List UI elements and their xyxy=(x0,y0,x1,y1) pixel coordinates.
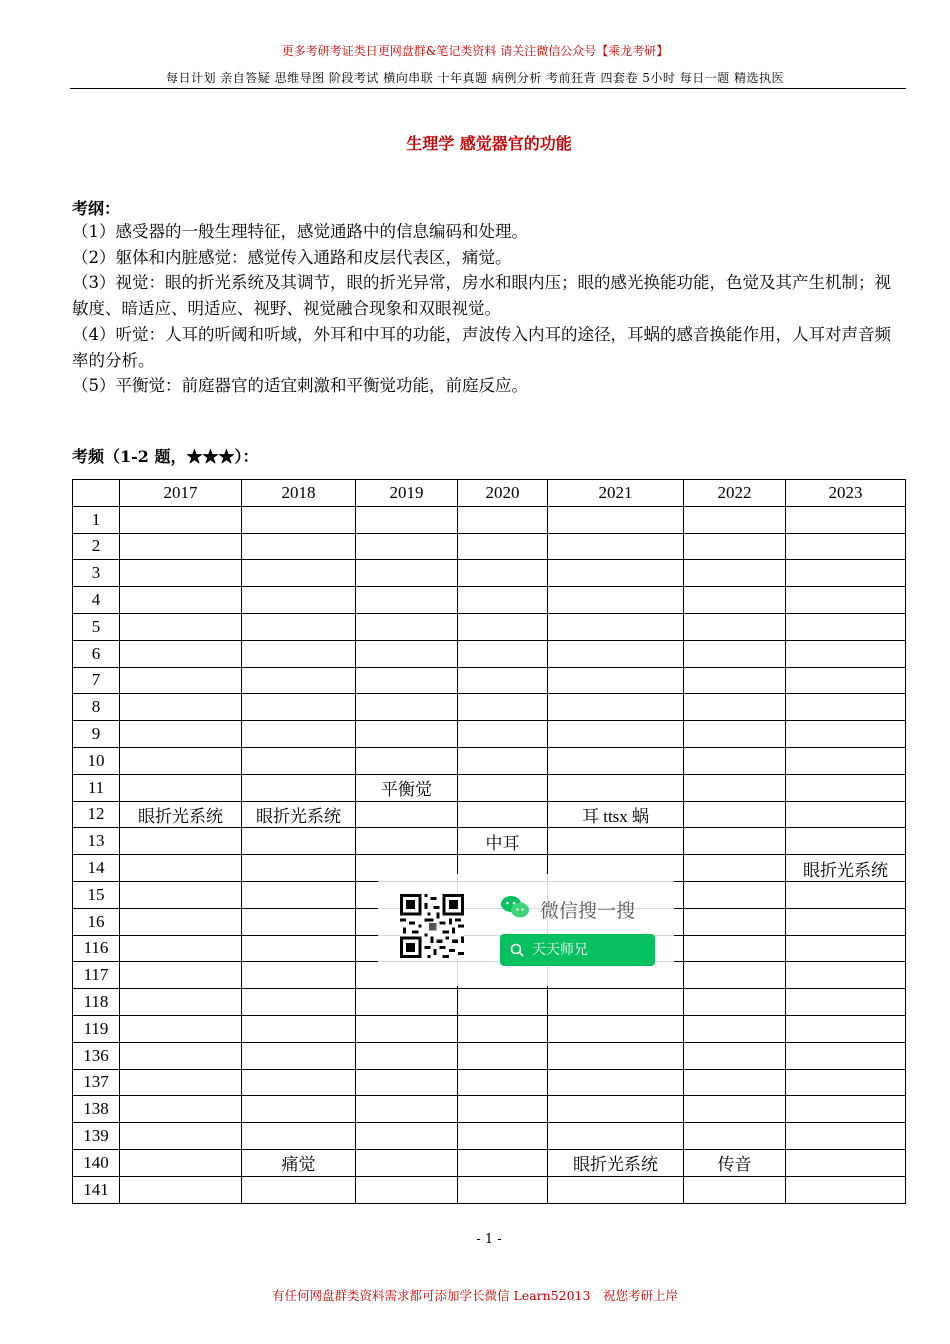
question-number-cell: 4 xyxy=(73,587,120,614)
topic-cell xyxy=(242,1123,356,1150)
topic-cell xyxy=(458,1015,548,1042)
topic-cell xyxy=(684,801,786,828)
topic-cell xyxy=(786,1096,906,1123)
topic-cell xyxy=(242,560,356,587)
frequency-label: 考频（1-2 题，★★★）： xyxy=(72,447,259,466)
year-header: 2017 xyxy=(120,480,242,507)
topic-cell xyxy=(458,989,548,1016)
question-number-cell: 140 xyxy=(73,1149,120,1176)
question-number-cell: 12 xyxy=(73,801,120,828)
header-promo-line: 更多考研考证类日更网盘群&笔记类资料 请关注微信公众号【乘龙考研】 xyxy=(281,44,669,58)
syllabus-item: （3）视觉：眼的折光系统及其调节，眼的折光异常，房水和眼内压；眼的感光换能功能，色觉及其产生机制；视敏度、暗适应、明适应、视野、视觉融合现象和双眼视觉。 xyxy=(72,273,891,319)
topic-cell xyxy=(684,613,786,640)
syllabus-item: （4）听觉：人耳的听阈和听域，外耳和中耳的功能，声波传入内耳的途径，耳蜗的感音换能作用，人耳对声音频率的分析。 xyxy=(72,324,891,370)
topic-cell xyxy=(458,506,548,533)
topic-cell xyxy=(684,747,786,774)
topic-cell xyxy=(458,1176,548,1203)
table-row xyxy=(73,506,906,533)
question-number-cell: 118 xyxy=(73,989,120,1016)
topic-cell xyxy=(786,801,906,828)
topic-cell xyxy=(120,667,242,694)
question-number-cell: 15 xyxy=(73,881,120,908)
topic-cell xyxy=(242,667,356,694)
topic-cell xyxy=(684,989,786,1016)
topic-cell xyxy=(548,721,684,748)
topic-cell xyxy=(786,1015,906,1042)
topic-cell xyxy=(458,1123,548,1150)
syllabus-item: （1）感受器的一般生理特征，感觉通路中的信息编码和处理。 xyxy=(72,222,528,241)
footer-contact-line: 有任何网盘群类资料需求都可添加学长微信 Learn52013 祝您考研上岸 xyxy=(272,1288,678,1303)
topic-cell xyxy=(548,1069,684,1096)
topic-cell xyxy=(242,506,356,533)
topic-cell xyxy=(458,533,548,560)
topic-cell xyxy=(356,1123,458,1150)
table-row xyxy=(73,694,906,721)
topic-cell: 耳 ttsx 蜗 xyxy=(548,801,684,828)
topic-cell xyxy=(120,1123,242,1150)
page-number: - 1 - xyxy=(476,1232,502,1247)
topic-cell xyxy=(356,1015,458,1042)
topic-cell xyxy=(356,1149,458,1176)
topic-cell xyxy=(120,587,242,614)
topic-cell xyxy=(242,935,356,962)
topic-cell xyxy=(684,667,786,694)
topic-cell xyxy=(120,1015,242,1042)
question-number-cell: 6 xyxy=(73,640,120,667)
topic-cell xyxy=(458,1069,548,1096)
table-row xyxy=(73,747,906,774)
topic-cell xyxy=(120,694,242,721)
topic-cell xyxy=(548,560,684,587)
topic-cell xyxy=(356,801,458,828)
topic-cell xyxy=(120,721,242,748)
topic-cell xyxy=(684,1176,786,1203)
wechat-account-name: 天天师兄 xyxy=(532,942,588,958)
topic-cell xyxy=(548,1123,684,1150)
topic-cell xyxy=(242,1096,356,1123)
topic-cell: 眼折光系统 xyxy=(548,1149,684,1176)
table-row xyxy=(73,1176,906,1203)
topic-cell xyxy=(548,640,684,667)
question-number-cell: 2 xyxy=(73,533,120,560)
topic-cell xyxy=(684,1096,786,1123)
topic-cell xyxy=(684,1069,786,1096)
topic-cell xyxy=(458,640,548,667)
table-row xyxy=(73,613,906,640)
header-feature-line: 每日计划 亲自答疑 思维导图 阶段考试 横向串联 十年真题 病例分析 考前狂背 四套卷 5小时 每日一题 精选执医 xyxy=(165,71,785,85)
topic-cell: 眼折光系统 xyxy=(242,801,356,828)
topic-cell xyxy=(786,506,906,533)
topic-cell xyxy=(458,1096,548,1123)
question-number-cell: 5 xyxy=(73,613,120,640)
topic-cell xyxy=(120,1176,242,1203)
topic-cell xyxy=(242,587,356,614)
table-row xyxy=(73,667,906,694)
topic-cell xyxy=(684,560,786,587)
year-header: 2022 xyxy=(684,480,786,507)
topic-cell xyxy=(356,533,458,560)
table-row xyxy=(73,1015,906,1042)
topic-cell xyxy=(356,828,458,855)
table-body xyxy=(73,506,906,1203)
topic-cell xyxy=(684,828,786,855)
topic-cell xyxy=(120,962,242,989)
topic-cell xyxy=(356,506,458,533)
question-number-cell: 14 xyxy=(73,855,120,882)
table-row xyxy=(73,1149,906,1176)
topic-cell xyxy=(548,533,684,560)
topic-cell xyxy=(786,533,906,560)
topic-cell xyxy=(356,1176,458,1203)
header-divider xyxy=(70,88,906,89)
question-number-cell: 117 xyxy=(73,962,120,989)
topic-cell xyxy=(120,1096,242,1123)
topic-cell: 眼折光系统 xyxy=(120,801,242,828)
topic-cell xyxy=(356,721,458,748)
topic-cell xyxy=(120,935,242,962)
topic-cell xyxy=(356,747,458,774)
topic-cell xyxy=(786,828,906,855)
question-number-cell: 139 xyxy=(73,1123,120,1150)
topic-cell xyxy=(356,1042,458,1069)
table-corner-cell xyxy=(73,480,120,507)
topic-cell xyxy=(684,587,786,614)
topic-cell xyxy=(242,613,356,640)
qr-code-icon xyxy=(400,894,464,958)
topic-cell xyxy=(786,747,906,774)
table-row xyxy=(73,1042,906,1069)
topic-cell xyxy=(684,935,786,962)
topic-cell xyxy=(242,721,356,748)
question-number-cell: 16 xyxy=(73,908,120,935)
table-row xyxy=(73,560,906,587)
topic-cell xyxy=(548,613,684,640)
page-title: 生理学 感觉器官的功能 xyxy=(406,134,572,153)
topic-cell xyxy=(356,560,458,587)
topic-cell xyxy=(242,908,356,935)
topic-cell: 平衡觉 xyxy=(356,774,458,801)
year-header: 2018 xyxy=(242,480,356,507)
topic-cell xyxy=(548,1096,684,1123)
topic-cell xyxy=(120,774,242,801)
table-row xyxy=(73,533,906,560)
topic-cell xyxy=(458,1149,548,1176)
table-row xyxy=(73,587,906,614)
topic-cell xyxy=(684,855,786,882)
topic-cell xyxy=(120,747,242,774)
question-number-cell: 9 xyxy=(73,721,120,748)
topic-cell xyxy=(242,855,356,882)
topic-cell xyxy=(120,855,242,882)
topic-cell xyxy=(548,506,684,533)
topic-cell xyxy=(356,613,458,640)
topic-cell xyxy=(242,881,356,908)
topic-cell xyxy=(242,1176,356,1203)
year-header: 2020 xyxy=(458,480,548,507)
question-number-cell: 136 xyxy=(73,1042,120,1069)
topic-cell xyxy=(120,613,242,640)
topic-cell: 传音 xyxy=(684,1149,786,1176)
topic-cell xyxy=(356,667,458,694)
syllabus-list xyxy=(72,219,898,399)
topic-cell: 眼折光系统 xyxy=(786,855,906,882)
question-number-cell: 8 xyxy=(73,694,120,721)
topic-cell xyxy=(548,989,684,1016)
question-number-cell: 11 xyxy=(73,774,120,801)
topic-cell xyxy=(684,881,786,908)
topic-cell xyxy=(684,1123,786,1150)
topic-cell xyxy=(786,1149,906,1176)
search-icon xyxy=(510,943,524,957)
topic-cell xyxy=(120,560,242,587)
topic-cell xyxy=(356,640,458,667)
year-header: 2019 xyxy=(356,480,458,507)
topic-cell xyxy=(356,1096,458,1123)
table-header-row xyxy=(73,480,906,507)
topic-cell xyxy=(458,1042,548,1069)
topic-cell xyxy=(786,935,906,962)
topic-cell xyxy=(242,1069,356,1096)
topic-cell xyxy=(356,694,458,721)
topic-cell xyxy=(458,774,548,801)
topic-cell: 中耳 xyxy=(458,828,548,855)
topic-cell xyxy=(120,828,242,855)
question-number-cell: 10 xyxy=(73,747,120,774)
topic-cell xyxy=(120,881,242,908)
exam-frequency-table xyxy=(72,479,906,1204)
topic-cell xyxy=(242,747,356,774)
topic-cell xyxy=(786,1042,906,1069)
topic-cell xyxy=(356,989,458,1016)
topic-cell xyxy=(786,667,906,694)
topic-cell xyxy=(458,560,548,587)
table-row xyxy=(73,989,906,1016)
topic-cell: 痛觉 xyxy=(242,1149,356,1176)
question-number-cell: 138 xyxy=(73,1096,120,1123)
topic-cell xyxy=(242,694,356,721)
topic-cell xyxy=(786,694,906,721)
topic-cell xyxy=(120,533,242,560)
topic-cell xyxy=(458,801,548,828)
topic-cell xyxy=(786,1069,906,1096)
topic-cell xyxy=(548,774,684,801)
topic-cell xyxy=(458,587,548,614)
topic-cell xyxy=(458,613,548,640)
question-number-cell: 141 xyxy=(73,1176,120,1203)
table-row xyxy=(73,774,906,801)
topic-cell xyxy=(242,640,356,667)
syllabus-label: 考纲： xyxy=(72,199,121,218)
syllabus-item: （2）躯体和内脏感觉：感觉传入通路和皮层代表区，痛觉。 xyxy=(72,247,512,267)
topic-cell xyxy=(242,828,356,855)
topic-cell xyxy=(684,1042,786,1069)
topic-cell xyxy=(458,721,548,748)
topic-cell xyxy=(548,747,684,774)
topic-cell xyxy=(458,694,548,721)
topic-cell xyxy=(242,1042,356,1069)
wechat-account-search-button[interactable] xyxy=(500,934,655,966)
topic-cell xyxy=(548,667,684,694)
topic-cell xyxy=(684,640,786,667)
topic-cell xyxy=(786,613,906,640)
topic-cell xyxy=(684,774,786,801)
topic-cell xyxy=(786,881,906,908)
year-header: 2021 xyxy=(548,480,684,507)
topic-cell xyxy=(120,989,242,1016)
topic-cell xyxy=(548,1015,684,1042)
topic-cell xyxy=(120,1069,242,1096)
wechat-search-label: 微信搜一搜 xyxy=(540,900,636,922)
year-header: 2023 xyxy=(786,480,906,507)
topic-cell xyxy=(548,587,684,614)
topic-cell xyxy=(548,1042,684,1069)
topic-cell xyxy=(786,908,906,935)
topic-cell xyxy=(120,1149,242,1176)
topic-cell xyxy=(548,828,684,855)
topic-cell xyxy=(242,989,356,1016)
wechat-watermark xyxy=(378,874,674,986)
table-row xyxy=(73,640,906,667)
topic-cell xyxy=(242,533,356,560)
question-number-cell: 119 xyxy=(73,1015,120,1042)
topic-cell xyxy=(684,721,786,748)
table-row xyxy=(73,801,906,828)
topic-cell xyxy=(120,506,242,533)
topic-cell xyxy=(684,1015,786,1042)
topic-cell xyxy=(458,667,548,694)
topic-cell xyxy=(786,1176,906,1203)
topic-cell xyxy=(548,694,684,721)
question-number-cell: 116 xyxy=(73,935,120,962)
topic-cell xyxy=(120,1042,242,1069)
question-number-cell: 13 xyxy=(73,828,120,855)
topic-cell xyxy=(684,506,786,533)
topic-cell xyxy=(786,560,906,587)
table-row xyxy=(73,828,906,855)
topic-cell xyxy=(786,962,906,989)
question-number-cell: 137 xyxy=(73,1069,120,1096)
topic-cell xyxy=(356,587,458,614)
topic-cell xyxy=(242,1015,356,1042)
question-number-cell: 1 xyxy=(73,506,120,533)
topic-cell xyxy=(786,1123,906,1150)
question-number-cell: 3 xyxy=(73,560,120,587)
topic-cell xyxy=(786,587,906,614)
topic-cell xyxy=(684,533,786,560)
topic-cell xyxy=(548,1176,684,1203)
topic-cell xyxy=(684,694,786,721)
topic-cell xyxy=(786,989,906,1016)
topic-cell xyxy=(458,747,548,774)
topic-cell xyxy=(786,774,906,801)
table-row xyxy=(73,1096,906,1123)
question-number-cell: 7 xyxy=(73,667,120,694)
topic-cell xyxy=(684,962,786,989)
table-row xyxy=(73,1069,906,1096)
table-row xyxy=(73,721,906,748)
topic-cell xyxy=(356,1069,458,1096)
topic-cell xyxy=(684,908,786,935)
topic-cell xyxy=(242,774,356,801)
topic-cell xyxy=(120,640,242,667)
topic-cell xyxy=(786,721,906,748)
table-row xyxy=(73,1123,906,1150)
syllabus-item: （5）平衡觉：前庭器官的适宜刺激和平衡觉功能，前庭反应。 xyxy=(72,376,528,396)
topic-cell xyxy=(786,640,906,667)
topic-cell xyxy=(242,962,356,989)
topic-cell xyxy=(120,908,242,935)
wechat-icon xyxy=(500,894,530,920)
